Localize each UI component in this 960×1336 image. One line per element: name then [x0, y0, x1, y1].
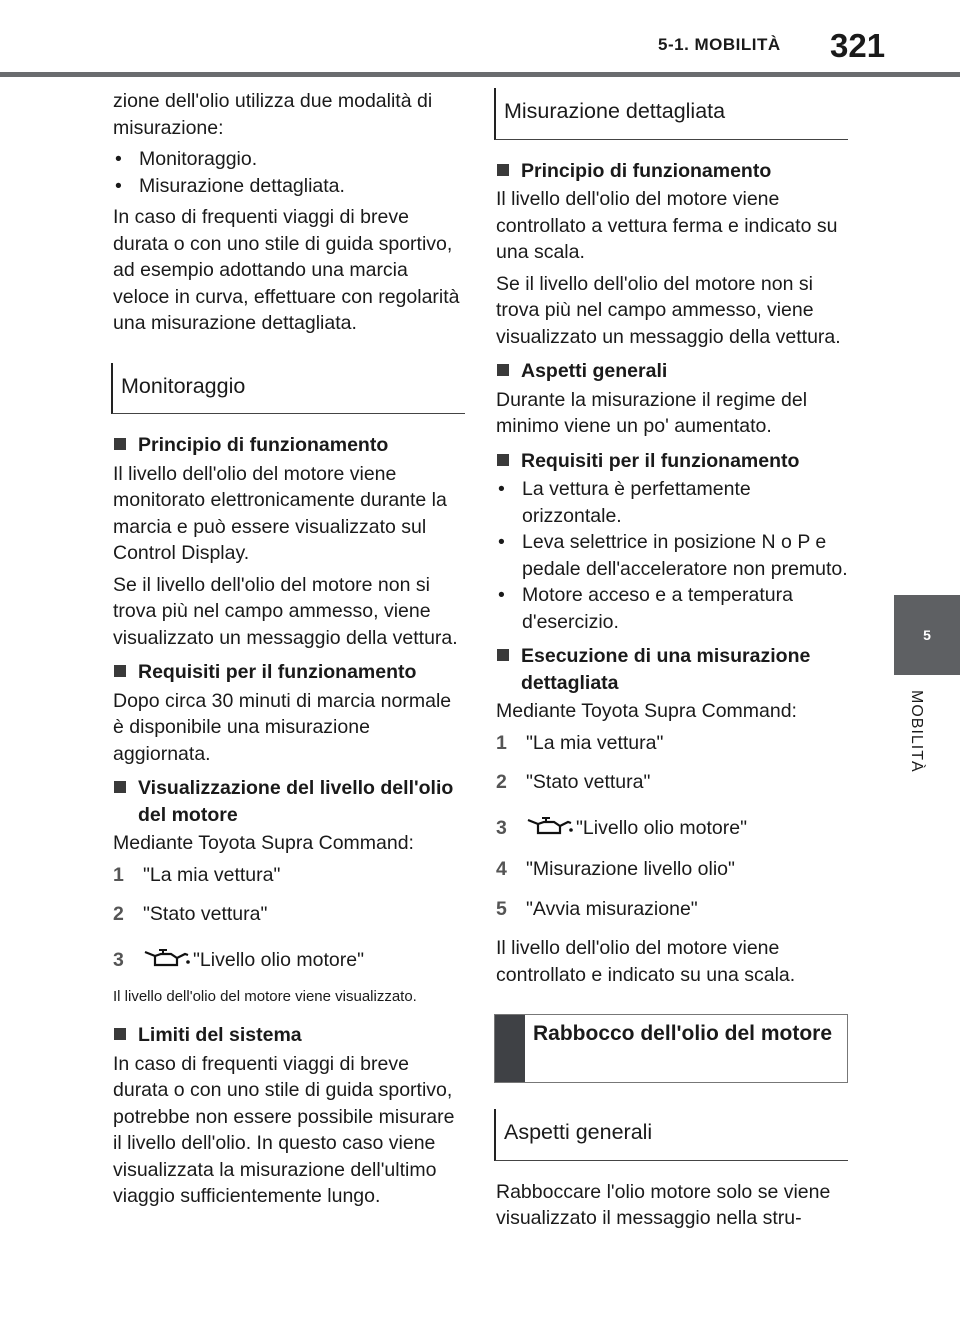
paragraph: Il livello dell'olio del motore viene controllato a vettura ferma e indicato su una scala. [496, 188, 838, 263]
header-rule [0, 72, 960, 77]
step-number: 5 [496, 897, 507, 920]
subheading: Esecuzione di una misurazione dettagliata [496, 643, 848, 696]
step-number: 2 [113, 903, 124, 925]
step-text: "Stato vettura" [143, 903, 268, 925]
step-list [113, 862, 465, 976]
paragraph: Mediante Toyota Supra Command: [113, 832, 414, 854]
step-item [496, 896, 848, 923]
step-text: "Livello olio motore" [193, 949, 365, 971]
step-text: "Stato vettura" [526, 771, 651, 793]
intro-bullet-list [113, 146, 465, 199]
step-item [496, 730, 848, 757]
step-item [496, 769, 848, 796]
subheading: Principio di funzionamento [496, 158, 848, 185]
note-text: Il livello dell'olio del motore viene visualizzato. [113, 988, 417, 1005]
step-text: "Misurazione livello olio" [526, 858, 735, 880]
oil-can-icon [143, 946, 191, 976]
subheading: Principio di funzionamento [113, 432, 465, 459]
step-item [113, 862, 465, 889]
paragraph: Il livello dell'olio del motore viene controllato e indicato su una scala. [496, 937, 796, 986]
list-item: • Misurazione dettagliata. [113, 173, 465, 200]
step-number: 4 [496, 858, 507, 880]
paragraph: Rabboccare l'olio motore solo se viene visualizzato il messaggio nella stru- [496, 1180, 831, 1229]
chapter-tab: 5 [894, 595, 960, 675]
step-item [113, 901, 465, 928]
step-number: 2 [496, 771, 507, 793]
step-number: 3 [496, 817, 507, 839]
paragraph: Dopo circa 30 minuti di marcia normale è disponibile una misurazione aggiornata. [113, 689, 452, 765]
running-header: 5-1. MOBILITÀ [658, 35, 781, 54]
step-number: 1 [113, 863, 124, 886]
heading-text: Rabbocco dell'olio del motore [533, 1022, 833, 1045]
list-item: • La vettura è perfettamente orizzontale. [496, 476, 848, 529]
page-number: 321 [830, 27, 886, 64]
paragraph: Mediante Toyota Supra Command: [496, 700, 797, 722]
heading-bar [495, 1015, 525, 1082]
step-number: 1 [496, 731, 507, 754]
step-text: "Avvia misurazione" [526, 897, 698, 920]
step-list [496, 730, 848, 923]
paragraph: In caso di frequenti viaggi di breve durata o con uno stile di guida sportivo, potrebbe non essere possibile misurare il livello dell'olio. In questo caso viene visualizzata la misurazione dell'ultimo viaggio sufficientemente lungo. [113, 1052, 455, 1207]
left-column [113, 88, 465, 1215]
right-column [496, 88, 848, 1237]
section-heading-monitoraggio: Monitoraggio [111, 363, 465, 415]
subheading: Limiti del sistema [113, 1022, 465, 1049]
subheading: Visualizzazione del livello dell'olio del motore [113, 775, 465, 828]
paragraph: Il livello dell'olio del motore viene monitorato elettronicamente durante la marcia e può essere visualizzato sul Control Display. [113, 462, 447, 564]
paragraph: Durante la misurazione il regime del minimo viene un po' aumentato. [496, 388, 808, 437]
intro-paragraph: zione dell'olio utilizza due modalità di misurazione: [113, 90, 433, 139]
subheading: Aspetti generali [496, 358, 848, 385]
section-heading-aspetti: Aspetti generali [494, 1109, 848, 1161]
section-heading-misurazione: Misurazione dettagliata [494, 88, 848, 140]
step-item [496, 814, 848, 844]
subheading: Requisiti per il funzionamento [113, 659, 465, 686]
chapter-label: MOBILITÀ [908, 690, 925, 773]
step-text: "La mia vettura" [143, 863, 281, 886]
subheading: Requisiti per il funzionamento [496, 448, 848, 475]
step-text: "La mia vettura" [526, 731, 664, 754]
list-item: • Leva selettrice in posizione N o P e pedale dell'acceleratore non premuto. [496, 529, 848, 582]
intro-paragraph-2: In caso di frequenti viaggi di breve durata o con uno stile di guida sportivo, ad esempio adottando una marcia veloce in curva, effettuare con regolarità una misurazione dettagliata. [113, 206, 460, 334]
section-heading-rabbocco [494, 1014, 848, 1083]
list-item: • Motore acceso e a temperatura d'esercizio. [496, 582, 848, 635]
oil-can-icon [526, 814, 574, 844]
step-text: "Livello olio motore" [576, 817, 748, 839]
step-item [113, 946, 465, 976]
list-item: • Monitoraggio. [113, 146, 465, 173]
paragraph: Se il livello dell'olio del motore non si trova più nel campo ammesso, viene visualizzato un messaggio della vettura. [496, 272, 841, 348]
step-item [496, 856, 848, 883]
paragraph: Se il livello dell'olio del motore non si trova più nel campo ammesso, viene visualizzato un messaggio della vettura. [113, 573, 458, 649]
requirements-list [496, 476, 848, 635]
step-number: 3 [113, 949, 124, 971]
